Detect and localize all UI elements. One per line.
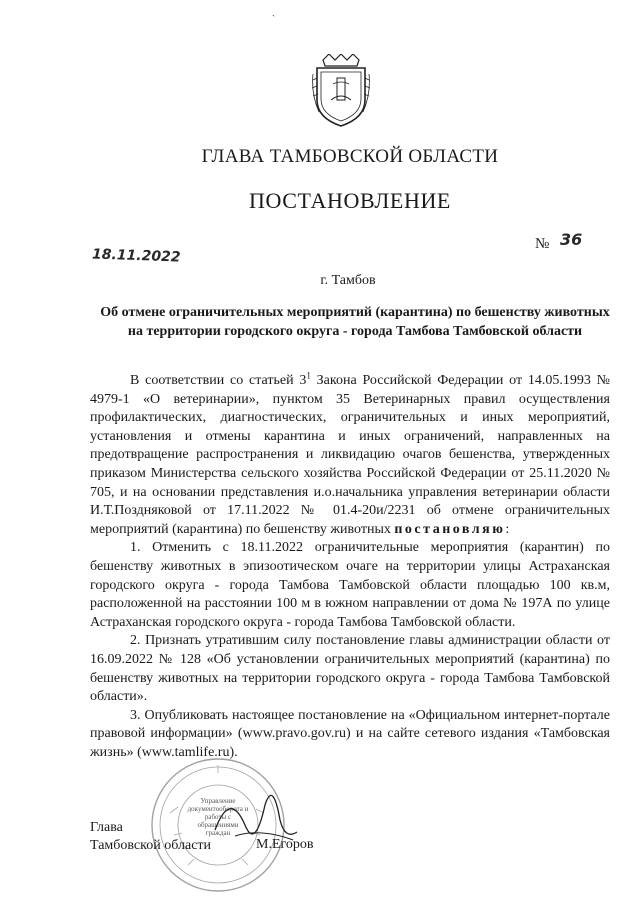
stamp-inner-text: Управление документооборота и работы с обращениями граждан (187, 797, 249, 837)
preamble-paragraph: В соответствии со статьей $3^1$ Закона Российской Федерации от 14.05.1993 № 4979-1 «О ветеринарии», пунктом 35 Ветеринарных правил осуществления профилактических, диагностических, ограничительных и иных мероприятий, установления и отмены карантина и иных ограничений, направленных на предотвращение распространения и ликвидацию очагов бешенства, утвержденных приказом Министерства сельского хозяйства Российской Федерации от 25.11.2020 № 705, и на основании представления и.о.начальника управления ветеринарии области И.Т.Поздняковой от 17.11.2022 № 01.4-20и/2231 об отмене ограничительных мероприятий (карантина) по бешенству животных постановляю: (90, 370, 610, 537)
decree-word: постановляю (394, 521, 506, 537)
city-line: г. Тамбов (320, 273, 376, 288)
document-type-heading: ПОСТАНОВЛЕНИЕ (249, 188, 451, 213)
handwritten-date: 18.11.2022 (91, 246, 181, 266)
scan-speck: ˎ (272, 6, 276, 17)
signatory-position: Глава Тамбовской области (90, 820, 212, 853)
document-title: Об отмене ограничительных мероприятий (карантина) по бешенству животных на территории городского округа - города Тамбова Тамбовской области (100, 305, 610, 339)
issuing-authority-heading: ГЛАВА ТАМБОВСКОЙ ОБЛАСТИ (201, 146, 499, 167)
coat-of-arms-emblem (311, 54, 371, 128)
clause-1: 1. Отменить с 18.11.2022 ограничительные мероприятия (карантин) по бешенству животных в эпизоотическом очаге на территории улицы Астраханская городского округа - города Тамбова Тамбовской области площадью 100 кв.м, расположенной на расстоянии 100 м в южном направлении от дома № 197А по улице Астраханская городского округа - города Тамбова Тамбовской области. (90, 540, 610, 630)
superscript: 1 (306, 370, 311, 381)
number-label: № (535, 236, 550, 252)
clause-3: 3. Опубликовать настоящее постановление на «Официальном интернет-портале правовой информации» (www.pravo.gov.ru) и на сайте сетевого издания «Тамбовская жизнь» (www.tamlife.ru). (90, 707, 610, 760)
clause-2: 2. Признать утратившим силу постановление главы администрации области от 16.09.2022 № 128 «Об установлении ограничительных мероприятий (карантина) по бешенству животных на территории городского округа - города Тамбова Тамбовской области». (90, 633, 610, 705)
signatory-name: М.Егоров (256, 837, 314, 852)
document-body (90, 372, 610, 762)
handwritten-number: 36 (560, 230, 583, 249)
